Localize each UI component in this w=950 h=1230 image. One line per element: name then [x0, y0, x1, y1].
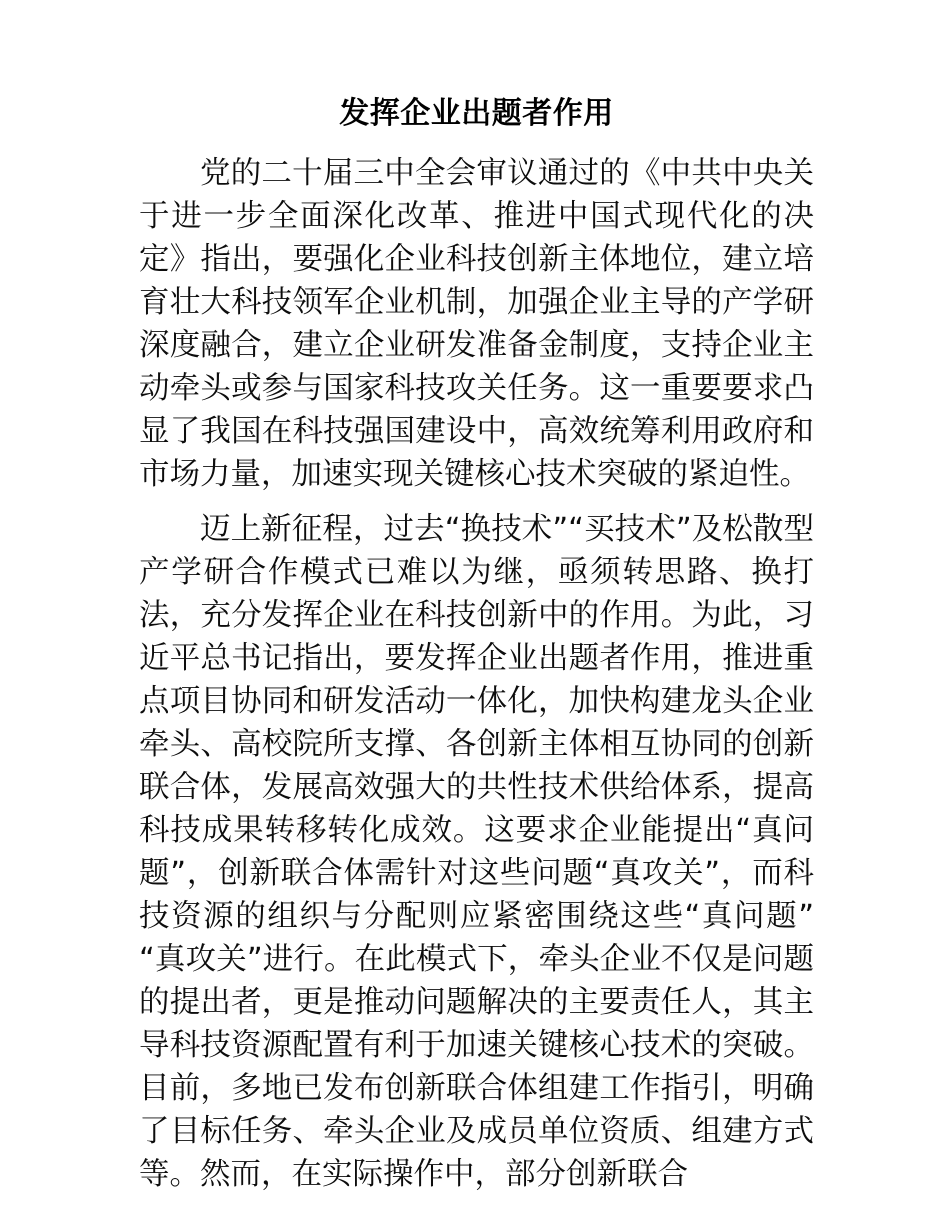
body-paragraph-1: 党的二十届三中全会审议通过的《中共中央关于进一步全面深化改革、推进中国式现代化的决定》指出，要强化企业科技创新主体地位，建立培育壮大科技领军企业机制，加强企业主导的产学研深度融合，建立企业研发准备金制度，支持企业主动牵头或参与国家科技攻关任务。这一重要要求凸显了我国在科技强国建设中，高效统筹利用政府和市场力量，加速实现关键核心技术突破的紧迫性。	[139, 156, 814, 492]
document-body	[139, 92, 814, 1196]
body-paragraph-2: 迈上新征程，过去“换技术”“买技术”及松散型产学研合作模式已难以为继，亟须转思路、换打法，充分发挥企业在科技创新中的作用。为此，习近平总书记指出，要发挥企业出题者作用，推进重点项目协同和研发活动一体化，加快构建龙头企业牵头、高校院所支撑、各创新主体相互协同的创新联合体，发展高效强大的共性技术供给体系，提高科技成果转移转化成效。这要求企业能提出“真问题”，创新联合体需针对这些问题“真攻关”，而科技资源的组织与分配则应紧密围绕这些“真问题”“真攻关”进行。在此模式下，牵头企业不仅是问题的提出者，更是推动问题解决的主要责任人，其主导科技资源配置有利于加速关键核心技术的突破。目前，多地已发布创新联合体组建工作指引，明确了目标任务、牵头企业及成员单位资质、组建方式等。然而，在实际操作中，部分创新联合	[139, 512, 814, 1192]
page-title: 发挥企业出题者作用	[339, 96, 614, 131]
